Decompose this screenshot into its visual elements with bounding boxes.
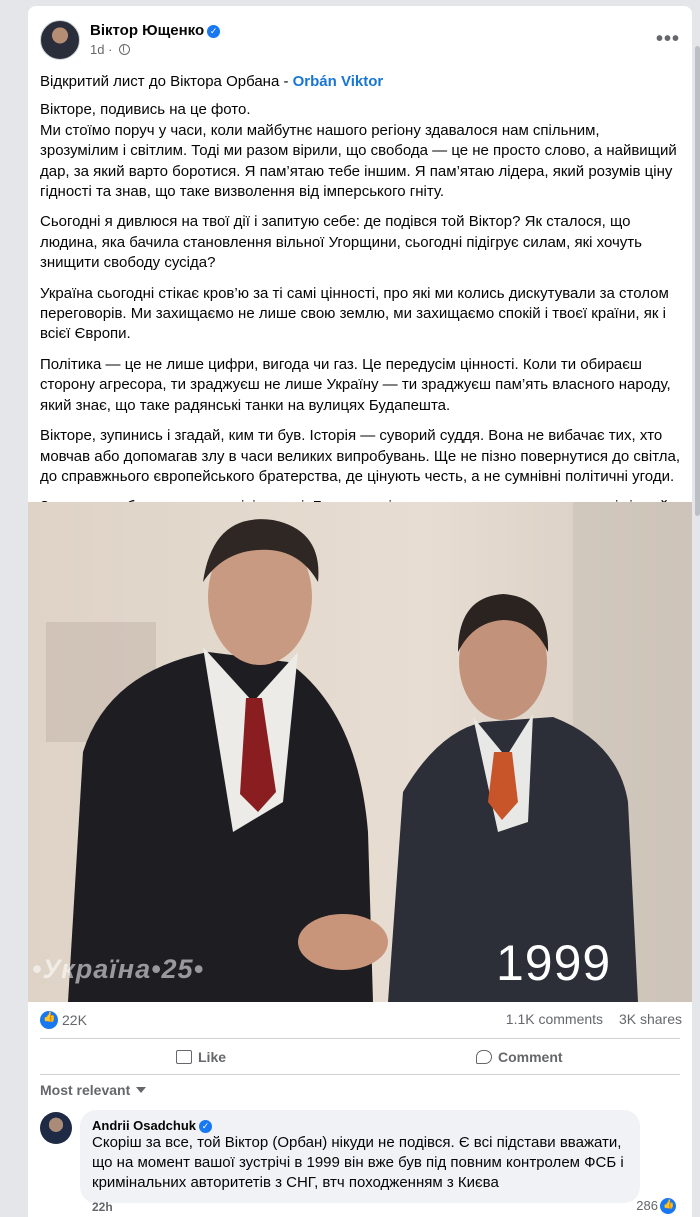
like-label: Like (198, 1049, 227, 1065)
post-body (40, 72, 682, 548)
reaction-summary (40, 1011, 682, 1033)
caret-down-icon (136, 1087, 146, 1093)
author-name[interactable] (90, 22, 220, 39)
like-button[interactable] (176, 1042, 226, 1072)
post-meta: 1d · (90, 42, 130, 57)
comments-count[interactable]: 1.1K comments (505, 1011, 604, 1027)
scrollbar-track[interactable] (694, 6, 700, 1217)
divider (40, 1038, 680, 1039)
post-paragraph: Україна сьогодні стікає кров’ю за ті самі цінності, про які ми колись дискутували за столом переговорів. Ми захищаємо не лише свою землю, ми захищаємо спокій і твоєї країни, як і всієї Європи. (40, 284, 669, 343)
commenter-avatar[interactable] (40, 1112, 72, 1144)
post-photo[interactable] (28, 502, 692, 1002)
tagged-profile-link[interactable]: Orbán Viktor (292, 73, 384, 90)
verified-badge-icon: ✓ (207, 25, 220, 38)
like-reaction-icon (660, 1198, 676, 1214)
post-paragraph: Вікторе, подивись на це фото. Ми стоїмо поруч у часи, коли майбутнє нашого регіону здавалося нам спільним, зрозумілим і світлим. Тоді ми разом вірили, що свобода — це не просто слово, а найвищий дар, за який варто боротися. Я пам’ятаю тебе іншим. Я пам’ятаю лідера, який розумів ціну гідності та знав, що таке визволення від імперського гніту. (40, 101, 677, 201)
post-header (40, 20, 680, 60)
comment-likes-value: 286 (636, 1198, 658, 1213)
post-title-line (40, 72, 682, 92)
shares-count[interactable]: 3K shares (618, 1011, 682, 1027)
author-avatar[interactable] (40, 20, 80, 60)
commenter-name-text[interactable]: Andrii Osadchuk (92, 1118, 197, 1133)
sort-label: Most relevant (40, 1082, 131, 1098)
photo-year-caption: 1999 (496, 935, 612, 991)
post-actions (40, 1042, 680, 1072)
comment-text: Скоріш за все, той Віктор (Орбан) нікуди не подівся. Є всі підстави вважати, що на момент вашої зустрічі в 1999 він вже був під повним контролем ФСБ і кримінальних авторитетів з СНГ, втч походженням з Києва (92, 1134, 624, 1191)
comment-button[interactable] (476, 1042, 563, 1072)
post-title: Відкритий лист до Віктора Орбана - (40, 73, 293, 90)
scrollbar-thumb[interactable] (695, 46, 700, 516)
commenter-name[interactable] (92, 1118, 628, 1133)
post-card (28, 6, 692, 1217)
globe-icon (119, 44, 130, 55)
post-paragraph: Вікторе, зупинись і згадай, ким ти був. Історія — суворий суддя. Вона не вибачає тих, хто мовчав або допомагав злу в часи великих випробувань. Ще не пізно повернутися до світла, до справжнього європейського братерства, де цінують честь, а не сумнівні політичні угоди. (40, 427, 680, 485)
author-name-text[interactable]: Віктор Ющенко (90, 22, 205, 39)
comment-bubble (80, 1110, 640, 1203)
engagement-stats (494, 1011, 682, 1027)
comment-bubble-icon (476, 1050, 492, 1064)
post-paragraph: Сьогодні я дивлюся на твої дії і запитую себе: де подівся той Віктор? Як сталося, що людина, яка бачила становлення вільної Угорщини, сьогодні підігрує силам, які хочуть знищити свободу сусіда? (40, 213, 642, 272)
comment-like-count[interactable] (636, 1198, 676, 1214)
photo-illustration (28, 502, 692, 1002)
comment-time[interactable]: 22h (92, 1200, 113, 1214)
thumbs-up-icon (176, 1050, 192, 1064)
more-options-icon[interactable]: ••• (655, 28, 680, 50)
divider (40, 1074, 680, 1075)
post-paragraph: Політика — це не лише цифри, вигода чи газ. Це передусім цінності. Коли ти обираєш сторону агресора, ти зраджуєш не лише Україну — ти зраджуєш пам’ять власного народу, який знає, що таке радянські танки на вулицях Будапешта. (40, 355, 671, 414)
photo-watermark-left: •Україна•25• (32, 954, 205, 984)
like-reaction-icon[interactable] (40, 1011, 58, 1029)
comment-label: Comment (498, 1049, 563, 1065)
comment-sort-dropdown[interactable] (40, 1082, 146, 1098)
verified-badge-icon: ✓ (199, 1120, 212, 1133)
reactions-count[interactable]: 22K (62, 1012, 87, 1028)
post-time[interactable]: 1d (90, 42, 105, 57)
